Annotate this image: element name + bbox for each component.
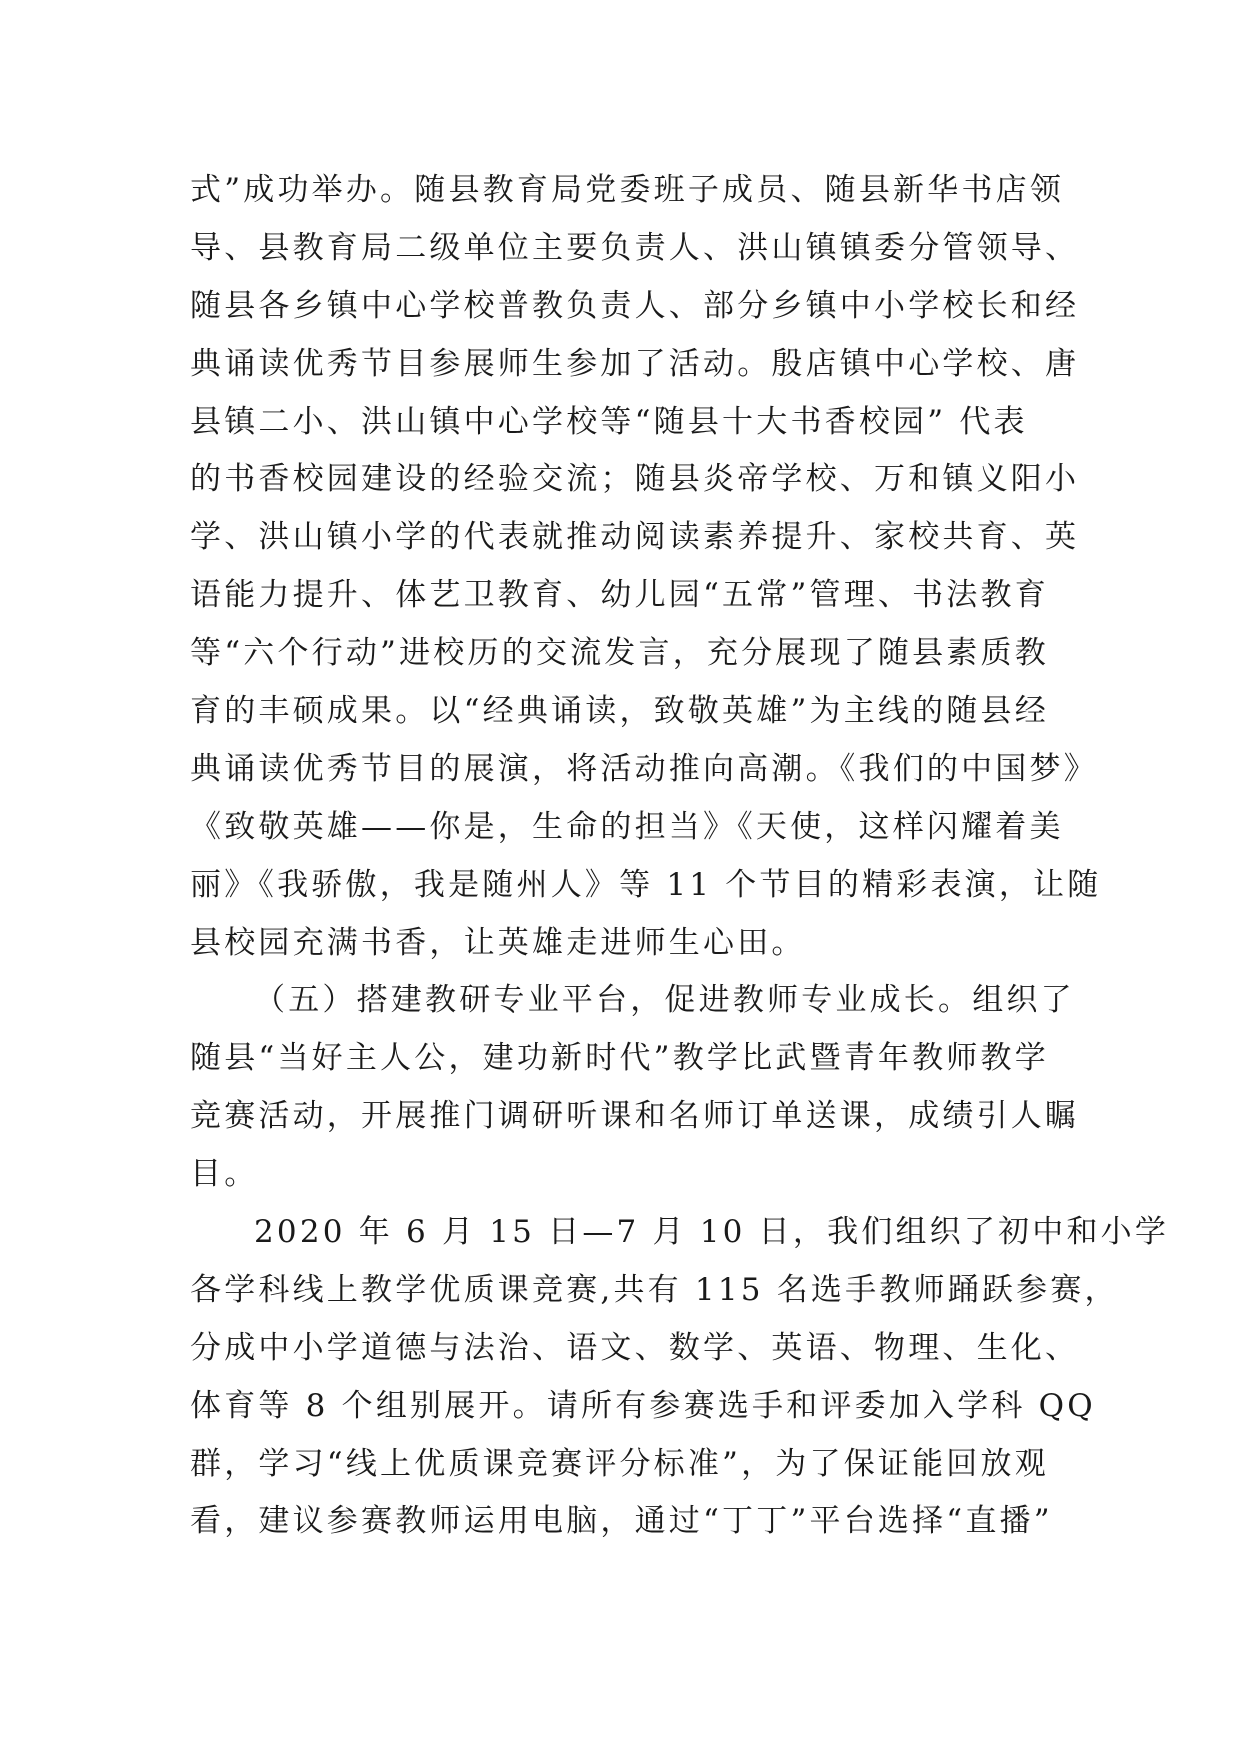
text-line: 的书香校园建设的经验交流；随县炎帝学校、万和镇义阳小	[190, 461, 1080, 498]
text-line: 分成中小学道德与法治、语文、数学、英语、物理、生化、	[190, 1329, 1080, 1366]
text-line: 式”成功举办。随县教育局党委班子成员、随县新华书店领	[190, 172, 1065, 208]
paragraph-start-line: 2020 年 6 月 15 日—7 月 10 日，我们组织了初中和小学	[254, 1214, 1170, 1251]
text-line: 随县各乡镇中心学校普教负责人、部分乡镇中小学校长和经	[190, 287, 1080, 324]
section-heading-line: （五）搭建教研专业平台，促进教师专业成长。组织了	[254, 982, 1075, 1019]
text-line: 看，建议参赛教师运用电脑，通过“丁丁”平台选择“直播”	[190, 1503, 1053, 1540]
text-line: 典诵读优秀节目参展师生参加了活动。殷店镇中心学校、唐	[190, 345, 1080, 382]
text-line: 各学科线上教学优质课竞赛,共有 115 名选手教师踊跃参赛，	[190, 1271, 1119, 1308]
body-text	[190, 162, 1170, 1551]
text-line: 学、洪山镇小学的代表就推动阅读素养提升、家校共育、英	[190, 519, 1080, 556]
text-line: 群，学习“线上优质课竞赛评分标准”，为了保证能回放观	[190, 1445, 1049, 1482]
text-line: 体育等 8 个组别展开。请所有参赛选手和评委加入学科 QQ	[190, 1387, 1096, 1424]
text-line: 竞赛活动，开展推门调研听课和名师订单送课，成绩引人瞩	[190, 1098, 1080, 1135]
text-line: 导、县教育局二级单位主要负责人、洪山镇镇委分管领导、	[190, 229, 1080, 266]
text-line: 语能力提升、体艺卫教育、幼儿园“五常”管理、书法教育	[190, 577, 1049, 614]
text-line: 典诵读优秀节目的展演，将活动推向高潮。《我们的中国梦》	[190, 750, 1098, 787]
text-line: 等“六个行动”进校历的交流发言，充分展现了随县素质教	[190, 635, 1049, 672]
text-line: 随县“当好主人公，建功新时代”教学比武暨青年教师教学	[190, 1040, 1049, 1077]
text-line: 育的丰硕成果。以“经典诵读，致敬英雄”为主线的随县经	[190, 693, 1049, 730]
text-line: 目。	[190, 1156, 259, 1193]
text-line: 丽》《我骄傲，我是随州人》等 11 个节目的精彩表演，让随	[190, 866, 1102, 903]
text-line: 《致敬英雄——你是，生命的担当》《天使，这样闪耀着美	[190, 808, 1064, 845]
text-line: 县校园充满书香，让英雄走进师生心田。	[190, 924, 806, 961]
text-line: 县镇二小、洪山镇中心学校等“随县十大书香校园” 代表	[190, 403, 1028, 440]
